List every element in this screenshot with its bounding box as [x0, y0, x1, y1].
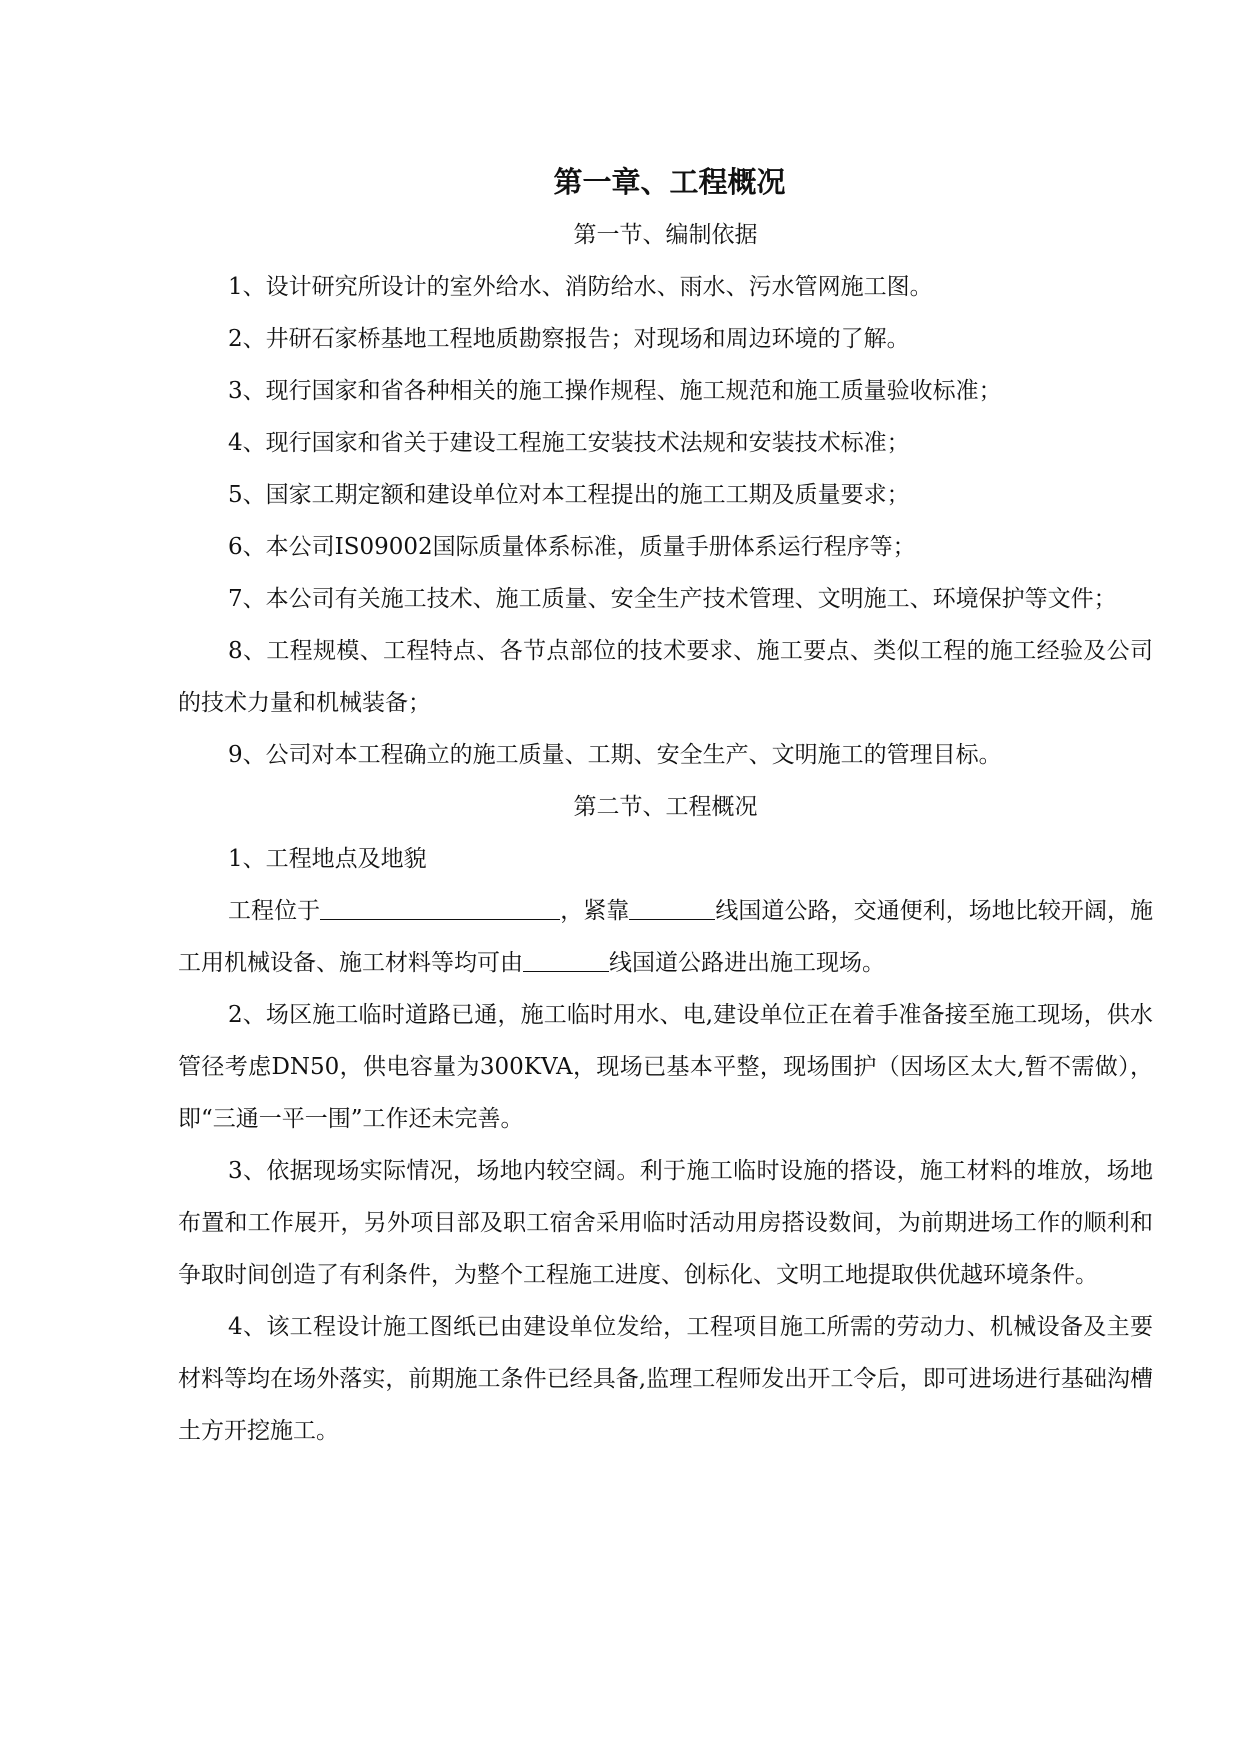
basis-item-2: 2、井研石家桥基地工程地质勘察报告；对现场和周边环境的了解。 — [228, 326, 910, 352]
location-text-3: 线国道公路，交通便利，场地比较开阔，施工用机械设备、施工材料等均可由 — [178, 898, 1154, 976]
section-title-basis: 第一节、编制依据 — [573, 222, 758, 248]
chapter-title: 第一章、工程概况 — [553, 165, 786, 199]
basis-item-9: 9、公司对本工程确立的施工质量、工期、安全生产、文明施工的管理目标。 — [228, 742, 1002, 768]
section-title-overview: 第二节、工程概况 — [573, 794, 758, 820]
location-blank — [320, 895, 560, 920]
basis-item-8: 8、工程规模、工程特点、各节点部位的技术要求、施工要点、类似工程的施工经验及公司的技术力量和机械装备； — [178, 638, 1153, 716]
location-text-4: 线国道公路进出施工现场。 — [609, 950, 885, 976]
basis-item-3: 3、现行国家和省各种相关的施工操作规程、施工规范和施工质量验收标准； — [228, 378, 1002, 404]
basis-item-6: 6、本公司IS09002国际质量体系标准，质量手册体系运行程序等； — [228, 534, 916, 560]
document-body — [178, 155, 1153, 1457]
basis-item-7: 7、本公司有关施工技术、施工质量、安全生产技术管理、文明施工、环境保护等文件； — [228, 586, 1117, 612]
location-text-1: 工程位于 — [228, 898, 321, 924]
overview-item-2: 2、场区施工临时道路已通，施工临时用水、电,建设单位正在着手准备接至施工现场，供水管径考虑DN50，供电容量为300KVA，现场已基本平整，现场围护（因场区太大,暂不需做），即“三通一平一围”工作还未完善。 — [178, 1002, 1153, 1132]
basis-item-5: 5、国家工期定额和建设单位对本工程提出的施工工期及质量要求； — [228, 482, 910, 508]
location-paragraph — [178, 885, 1153, 989]
basis-item-4: 4、现行国家和省关于建设工程施工安装技术法规和安装技术标准； — [228, 430, 910, 456]
overview-item-4: 4、该工程设计施工图纸已由建设单位发给，工程项目施工所需的劳动力、机械设备及主要材料等均在场外落实，前期施工条件已经具备,监理工程师发出开工令后，即可进场进行基础沟槽土方开挖施工。 — [178, 1314, 1153, 1444]
highway-blank-2 — [523, 947, 609, 972]
overview-item-1-heading: 1、工程地点及地貌 — [228, 846, 427, 872]
highway-blank-1 — [629, 895, 715, 920]
overview-item-3: 3、依据现场实际情况，场地内较空阔。利于施工临时设施的搭设，施工材料的堆放，场地布置和工作展开，另外项目部及职工宿舍采用临时活动用房搭设数间，为前期进场工作的顺利和争取时间创造了有利条件，为整个工程施工进度、创标化、文明工地提取供优越环境条件。 — [178, 1158, 1153, 1288]
basis-item-1: 1、设计研究所设计的室外给水、消防给水、雨水、污水管网施工图。 — [228, 274, 933, 300]
location-text-2: ，紧靠 — [560, 898, 630, 924]
